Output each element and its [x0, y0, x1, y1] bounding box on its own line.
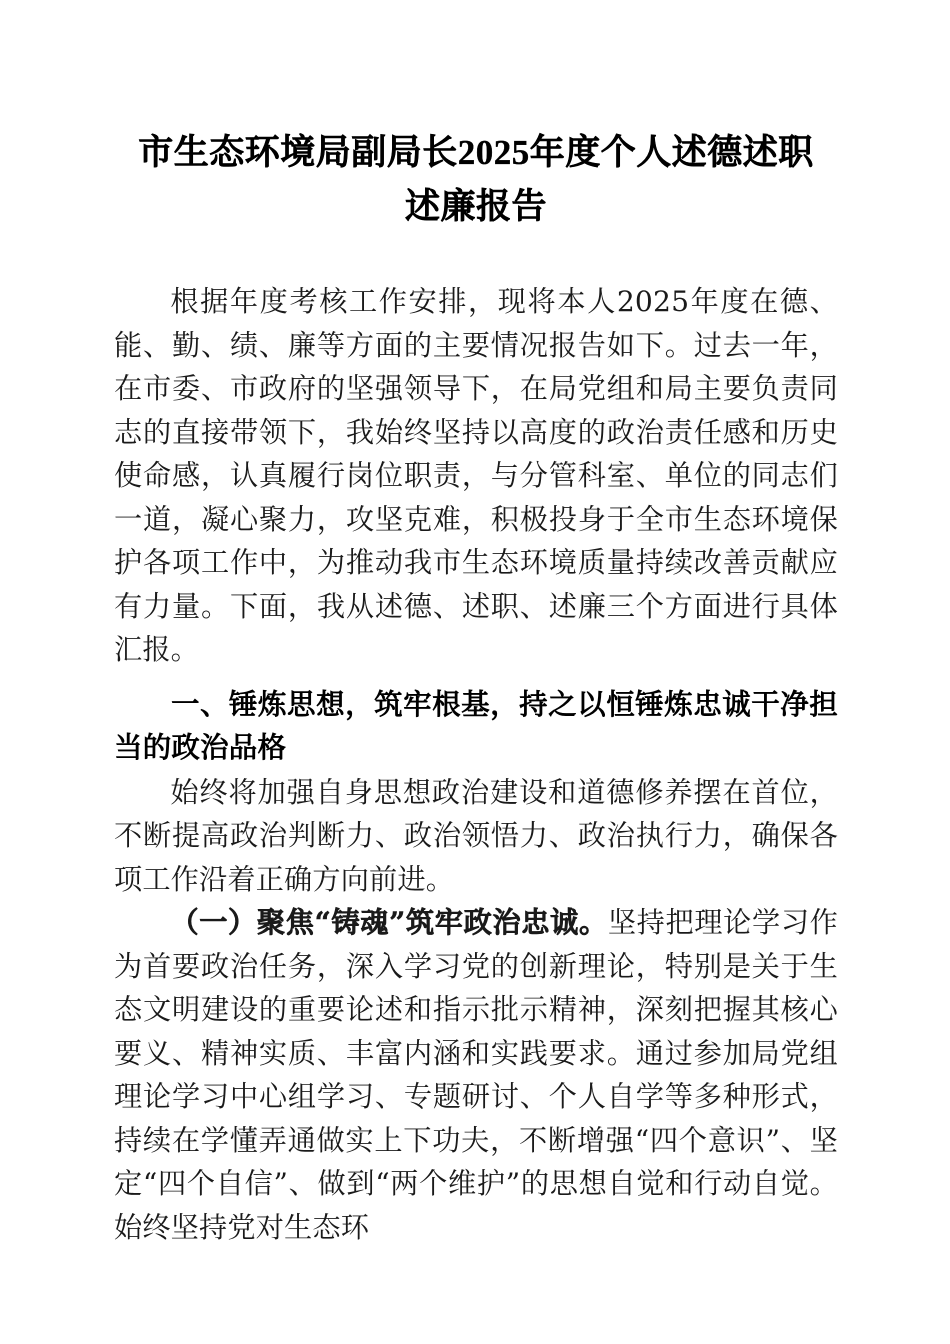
page-title-line-2: 述廉报告	[404, 187, 547, 226]
document-content	[114, 0, 838, 1249]
page-title	[114, 0, 838, 234]
section-heading-1: 一、锤炼思想，筑牢根基，持之以恒锤炼忠诚干净担当的政治品格	[114, 688, 838, 764]
subsection-1-body: 坚持把理论学习作为首要政治任务，深入学习党的创新理论，特别是关于生态文明建设的重要论述和指示批示精神，深刻把握其核心要义、精神实质、丰富内涵和实践要求。通过参加局党组理论学习中心组学习、专题研讨、个人自学等多种形式，持续在学懂弄通做实上下功夫，不断增强“四个意识”、坚定“四个自信”、做到“两个维护”的思想自觉和行动自觉。始终坚持党对生态环	[114, 906, 838, 1244]
paragraph-section-1-intro: 始终将加强自身思想政治建设和道德修养摆在首位，不断提高政治判断力、政治领悟力、政治执行力，确保各项工作沿着正确方向前进。	[114, 775, 838, 896]
subsection-1-lead-in: （一）聚焦“铸魂”筑牢政治忠诚。	[170, 906, 608, 939]
paragraph-subsection-1	[114, 901, 838, 1249]
paragraph-intro: 根据年度考核工作安排，现将本人2025年度在德、能、勤、绩、廉等方面的主要情况报告如下。过去一年，在市委、市政府的坚强领导下，在局党组和局主要负责同志的直接带领下，我始终坚持以高度的政治责任感和历史使命感，认真履行岗位职责，与分管科室、单位的同志们一道，凝心聚力，攻坚克难，积极投身于全市生态环境保护各项工作中，为推动我市生态环境质量持续改善贡献应有力量。下面，我从述德、述职、述廉三个方面进行具体汇报。	[114, 285, 838, 666]
page-title-line-1: 市生态环境局副局长2025年度个人述德述职	[138, 133, 814, 172]
